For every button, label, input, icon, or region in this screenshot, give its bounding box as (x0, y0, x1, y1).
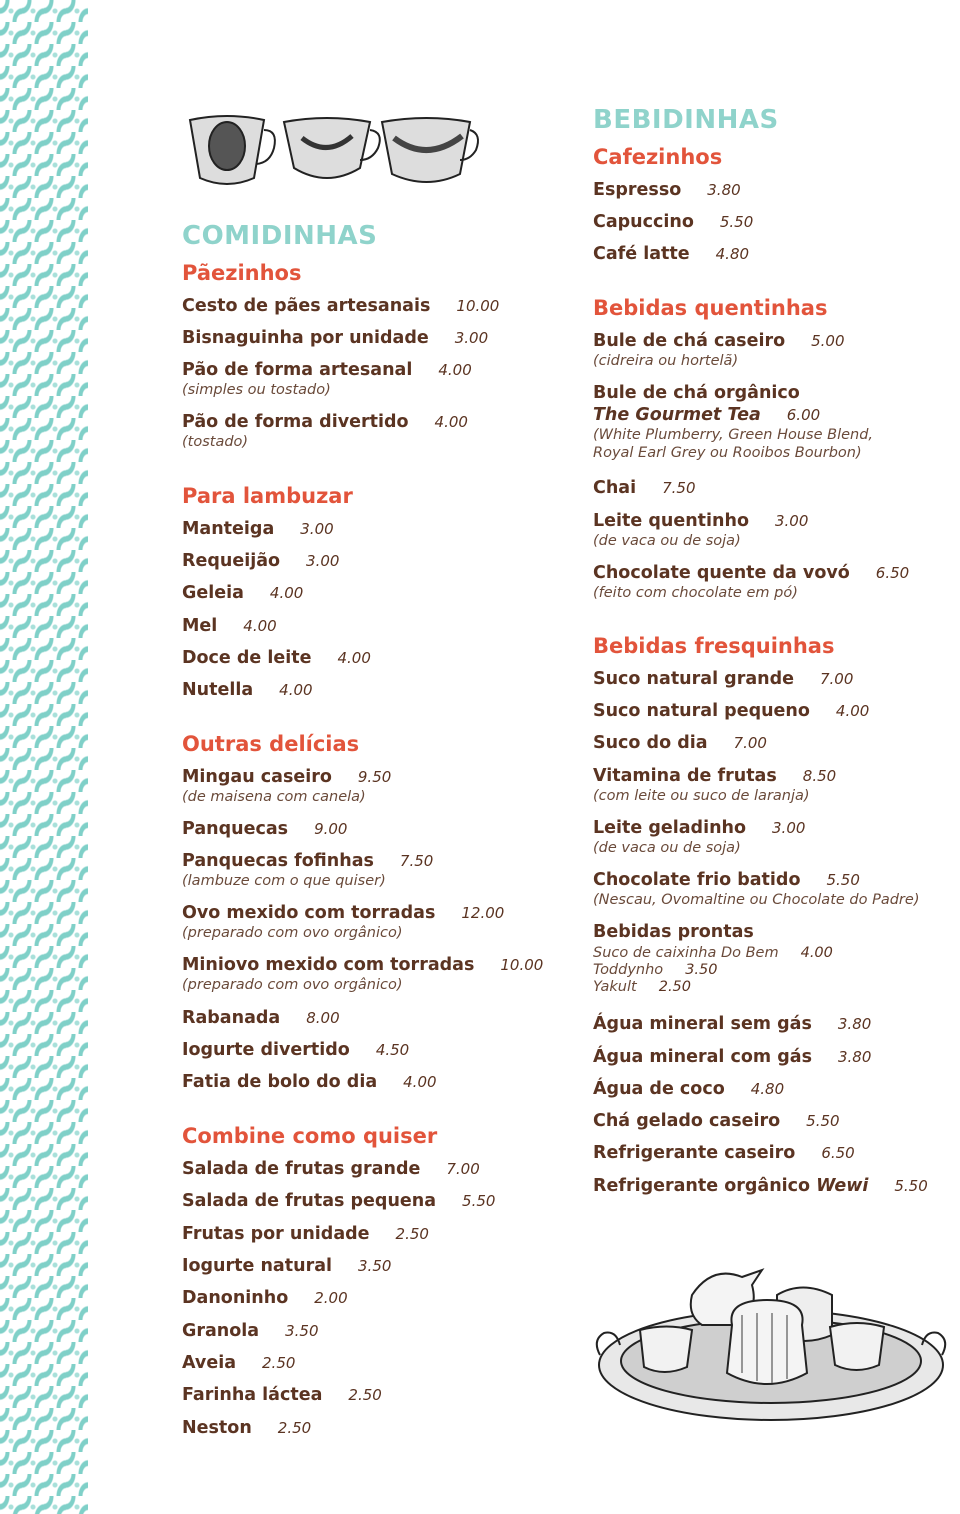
item-price: 9.50 (357, 768, 392, 786)
menu-item (182, 1288, 348, 1308)
item-price: 4.80 (715, 245, 750, 263)
item-name: Danoninho (182, 1288, 289, 1308)
item-name: Salada de frutas grande (182, 1159, 421, 1179)
menu-item (593, 1079, 784, 1099)
item-name: Aveia (182, 1353, 237, 1373)
item-price: 10.00 (500, 956, 544, 974)
menu-item (593, 331, 845, 369)
menu-item (593, 870, 919, 908)
item-price: 4.80 (750, 1080, 785, 1098)
item-name: Água de coco (593, 1079, 725, 1099)
item-name: Bisnaguinha por unidade (182, 328, 429, 348)
item-price: 5.50 (894, 1177, 928, 1195)
menu-item (593, 1111, 840, 1131)
section-title-combine: Combine como quiser (182, 1124, 438, 1148)
item-price: 5.50 (719, 213, 754, 231)
item-note: (simples ou tostado) (182, 382, 331, 398)
item-note: (preparado com ovo orgânico) (182, 977, 403, 993)
menu-item (593, 1176, 928, 1196)
item-name: Leite quentinho (593, 511, 749, 531)
menu-item (182, 1159, 480, 1179)
menu-item (593, 766, 836, 804)
item-name: Panquecas (182, 819, 289, 839)
section-title-outras: Outras delícias (182, 732, 360, 756)
menu-item (182, 955, 543, 993)
item-price: 8.50 (802, 767, 837, 785)
item-name: Fatia de bolo do dia (182, 1072, 378, 1092)
item-name: Frutas por unidade (182, 1224, 370, 1244)
item-name: Capuccino (593, 212, 694, 232)
menu-item (182, 680, 313, 700)
item-price: 4.00 (243, 617, 277, 635)
item-price: 4.00 (279, 681, 313, 699)
item-brand: The Gourmet Tea (593, 405, 761, 425)
item-note: (preparado com ovo orgânico) (182, 925, 403, 941)
item-price: 5.50 (806, 1112, 840, 1130)
item-name: Geleia (182, 583, 244, 603)
item-price: 4.00 (403, 1073, 437, 1091)
sub-item-name: Suco de caixinha Do Bem (593, 945, 779, 961)
menu-item (182, 903, 504, 941)
item-name: Refrigerante caseiro (593, 1143, 796, 1163)
item-price: 4.00 (438, 361, 472, 379)
menu-item (593, 818, 805, 856)
sub-item-name: Yakult (593, 979, 637, 995)
item-note: (Nescau, Ovomaltine ou Chocolate do Padre) (593, 892, 920, 908)
item-name: Ovo mexido com torradas (182, 903, 436, 923)
item-price: 7.50 (662, 479, 696, 497)
item-note: (lambuze com o que quiser) (182, 873, 386, 889)
item-name: Água mineral com gás (593, 1047, 812, 1067)
item-price: 7.00 (446, 1160, 480, 1178)
sub-item (593, 979, 833, 995)
section-title-lambuzar: Para lambuzar (182, 484, 353, 508)
item-price: 7.50 (399, 852, 434, 870)
item-name: Vitamina de frutas (593, 766, 777, 786)
menu-item (182, 551, 339, 571)
tea-tray-illustration (592, 1255, 950, 1425)
menu-item (593, 511, 808, 549)
item-price: 3.80 (838, 1048, 872, 1066)
item-price: 3.00 (774, 512, 809, 530)
menu-item (593, 244, 749, 264)
menu-item (182, 1256, 391, 1276)
menu-item (182, 1072, 437, 1092)
item-price: 4.00 (434, 413, 468, 431)
menu-item (593, 383, 873, 461)
item-price: 2.50 (395, 1225, 429, 1243)
menu-item (182, 583, 303, 603)
item-brand: Wewi (816, 1176, 869, 1196)
item-price: 3.00 (772, 819, 806, 837)
item-name: Espresso (593, 180, 682, 200)
item-note: (com leite ou suco de laranja) (593, 788, 810, 804)
item-price: 4.50 (375, 1041, 410, 1059)
sub-item-price: 4.00 (800, 945, 833, 961)
item-price: 6.50 (875, 564, 910, 582)
item-price: 7.00 (733, 734, 767, 752)
item-name: Granola (182, 1321, 260, 1341)
item-price: 5.50 (826, 871, 860, 889)
item-price: 3.80 (837, 1015, 872, 1033)
menu-item (182, 819, 347, 839)
item-price: 3.00 (300, 520, 334, 538)
teacups-illustration (182, 108, 482, 198)
item-name: Bebidas prontas (593, 922, 754, 942)
item-name: Neston (182, 1418, 252, 1438)
item-price: 3.50 (285, 1322, 319, 1340)
item-price: 3.00 (454, 329, 489, 347)
item-name: Rabanada (182, 1008, 281, 1028)
item-name: Pão de forma divertido (182, 412, 409, 432)
menu-item (593, 733, 767, 753)
item-note: (de vaca ou de soja) (593, 533, 741, 549)
item-note: (feito com chocolate em pó) (593, 585, 798, 601)
menu-item (593, 669, 853, 689)
menu-item (182, 851, 433, 889)
item-price: 7.00 (820, 670, 854, 688)
item-price: 5.50 (462, 1192, 496, 1210)
item-name: Manteiga (182, 519, 275, 539)
category-title-bebidinhas: BEBIDINHAS (593, 105, 779, 135)
item-price: 3.50 (358, 1257, 392, 1275)
item-name: Pão de forma artesanal (182, 360, 413, 380)
menu-item (593, 1014, 871, 1034)
menu-item (182, 648, 371, 668)
item-price: 2.00 (314, 1289, 348, 1307)
item-name: Mingau caseiro (182, 767, 332, 787)
menu-item (593, 1047, 871, 1067)
menu-item (182, 1040, 409, 1060)
menu-item (182, 1224, 429, 1244)
item-note: (White Plumberry, Green House Blend, (593, 427, 874, 443)
item-name: Bule de chá caseiro (593, 331, 786, 351)
item-price: 2.50 (348, 1386, 382, 1404)
item-name: Salada de frutas pequena (182, 1191, 437, 1211)
item-name: Nutella (182, 680, 254, 700)
item-name: Mel (182, 616, 218, 636)
menu-item (182, 1418, 311, 1438)
item-name: Água mineral sem gás (593, 1014, 812, 1034)
item-name: Suco natural grande (593, 669, 794, 689)
sub-item (593, 945, 833, 961)
item-price: 5.00 (811, 332, 845, 350)
item-name: Leite geladinho (593, 818, 747, 838)
menu-item (182, 1385, 382, 1405)
item-name: Suco do dia (593, 733, 708, 753)
item-price: 4.00 (835, 702, 870, 720)
menu-item (182, 767, 391, 805)
menu-item (182, 1191, 495, 1211)
item-name: Requeijão (182, 551, 281, 571)
item-name: Bule de chá orgânico (593, 383, 800, 403)
item-note: Royal Earl Grey ou Rooibos Bourbon) (593, 445, 862, 461)
item-price: 12.00 (461, 904, 505, 922)
item-note: (tostado) (182, 434, 249, 450)
menu-item (593, 212, 753, 232)
menu-item (593, 1143, 855, 1163)
menu-item (593, 478, 696, 498)
section-title-cafezinhos: Cafezinhos (593, 145, 723, 169)
menu-item (182, 328, 488, 348)
item-name: Chocolate quente da vovó (593, 563, 850, 583)
menu-item (182, 360, 472, 398)
section-title-paezinhos: Pãezinhos (182, 261, 302, 285)
item-note: (cidreira ou hortelã) (593, 353, 739, 369)
sub-item-price: 2.50 (658, 979, 692, 995)
item-price: 2.50 (277, 1419, 312, 1437)
menu-item (182, 616, 277, 636)
sub-item (593, 962, 833, 978)
menu-item (593, 180, 741, 200)
menu-item-bebidas-prontas (593, 922, 833, 995)
item-price: 6.00 (786, 406, 821, 424)
item-note: (de vaca ou de soja) (593, 840, 741, 856)
item-price: 4.00 (337, 649, 371, 667)
item-price: 8.00 (306, 1009, 340, 1027)
item-name: Cesto de pães artesanais (182, 296, 431, 316)
item-name: Chai (593, 478, 637, 498)
sub-item-price: 3.50 (685, 962, 718, 978)
item-name: Iogurte divertido (182, 1040, 350, 1060)
sub-item-name: Toddynho (593, 962, 664, 978)
item-name: Panquecas fofinhas (182, 851, 374, 871)
item-name: Chá gelado caseiro (593, 1111, 781, 1131)
decorative-pattern-border (0, 0, 88, 1514)
item-name: Café latte (593, 244, 690, 264)
item-price: 2.50 (262, 1354, 296, 1372)
item-name: Chocolate frio batido (593, 870, 801, 890)
menu-item (182, 519, 334, 539)
item-price: 10.00 (456, 297, 500, 315)
category-title-comidinhas: COMIDINHAS (182, 221, 378, 251)
menu-item (182, 412, 468, 450)
item-note: (de maisena com canela) (182, 789, 366, 805)
menu-item (593, 563, 909, 601)
item-price: 6.50 (821, 1144, 855, 1162)
section-title-quentinhas: Bebidas quentinhas (593, 296, 828, 320)
item-name: Doce de leite (182, 648, 312, 668)
item-name: Iogurte natural (182, 1256, 333, 1276)
item-price: 3.80 (707, 181, 741, 199)
item-name: Farinha láctea (182, 1385, 323, 1405)
item-name: Refrigerante orgânico (593, 1176, 817, 1196)
menu-item (593, 701, 869, 721)
item-name: Miniovo mexido com torradas (182, 955, 475, 975)
item-price: 9.00 (314, 820, 348, 838)
menu-item (182, 296, 499, 316)
menu-item (182, 1353, 295, 1373)
menu-item (182, 1008, 340, 1028)
section-title-fresquinhas: Bebidas fresquinhas (593, 634, 835, 658)
item-price: 3.00 (306, 552, 340, 570)
menu-item (182, 1321, 319, 1341)
item-price: 4.00 (269, 584, 304, 602)
item-name: Suco natural pequeno (593, 701, 810, 721)
